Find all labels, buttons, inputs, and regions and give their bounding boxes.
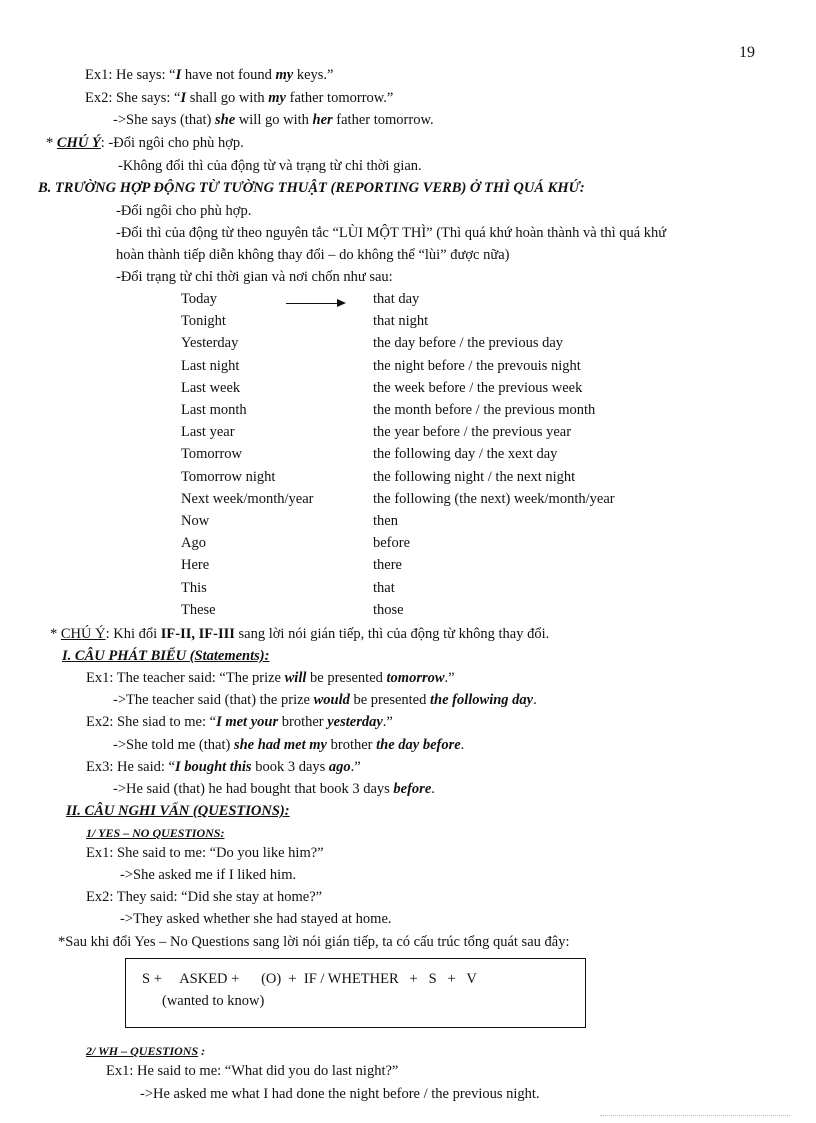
direct-term: Tomorrow night <box>181 468 276 485</box>
direct-term: Tonight <box>181 313 226 330</box>
direct-term: Now <box>181 513 210 529</box>
subsection-wh-label: 2/ WH – QUESTIONS <box>86 1044 199 1058</box>
emph: my <box>268 90 286 106</box>
emph: she had met my <box>233 737 327 753</box>
page-number: 19 <box>739 44 755 61</box>
reported-term: then <box>373 513 398 529</box>
reported-term: that day <box>373 291 420 307</box>
note-chu-y-2 <box>50 625 549 643</box>
formula-note: (wanted to know) <box>162 993 265 1009</box>
direct-term: Next week/month/year <box>181 490 314 507</box>
statement-ex1-answer <box>113 691 537 709</box>
footer-divider <box>600 1115 790 1116</box>
example-1-line <box>85 66 333 84</box>
text: ->The teacher said (that) the prize <box>113 692 314 708</box>
subsection-wh <box>86 1042 205 1060</box>
emph: before <box>393 781 432 797</box>
question-ex2: Ex2: They said: “Did she stay at home?” <box>86 889 323 905</box>
text: shall go with <box>186 90 269 106</box>
reported-term: the following day / the xext day <box>373 446 558 463</box>
text: .” <box>382 714 393 730</box>
text: will go with <box>235 112 313 128</box>
section-i-title: I. CÂU PHÁT BIỂU (Statements): <box>62 648 270 664</box>
text: be presented <box>349 692 430 708</box>
emph: I met your <box>216 714 279 730</box>
text: sang lời nói gián tiếp, thì của động từ không thay đổi. <box>234 626 550 642</box>
arrow-icon <box>286 303 338 304</box>
question-ex1: Ex1: She said to me: “Do you like him?” <box>86 845 324 861</box>
emph: her <box>312 112 333 128</box>
text: book 3 days <box>251 759 329 775</box>
text: father tomorrow. <box>332 112 434 128</box>
statement-ex1 <box>86 669 455 687</box>
text: Ex1: The teacher said: “The prize <box>86 670 285 686</box>
reported-term: the week before / the previous week <box>373 379 583 396</box>
emph: would <box>313 692 350 708</box>
reported-term: the day before / the previous day <box>373 335 564 352</box>
star: * <box>46 135 57 151</box>
text: . <box>533 692 537 708</box>
wh-ex1-answer: ->He asked me what I had done the night before / the previous night. <box>140 1086 540 1102</box>
reported-term: the month before / the previous month <box>373 402 596 418</box>
example-2-line <box>85 89 393 107</box>
question-ex1-answer: ->She asked me if I liked him. <box>120 867 297 883</box>
text: : Khi đổi <box>105 626 161 642</box>
direct-term: Last year <box>181 424 235 441</box>
text: : -Đổi ngôi cho phù hợp. <box>100 135 244 151</box>
text: have not found <box>181 67 276 83</box>
direct-term: Today <box>181 291 218 307</box>
text: keys.” <box>293 67 334 83</box>
direct-term: Ago <box>181 535 206 552</box>
section-ii-title: II. CÂU NGHI VẤN (QUESTIONS): <box>66 803 290 819</box>
direct-term: These <box>181 601 216 618</box>
statement-ex2 <box>86 713 393 731</box>
text: .” <box>350 759 361 775</box>
subsection-yes-no: 1/ YES – NO QUESTIONS: <box>86 826 225 840</box>
star: * <box>50 626 61 642</box>
emph: IF-II, IF-III <box>160 626 235 642</box>
text: . <box>460 737 465 753</box>
emph: ago <box>328 759 351 775</box>
rule-2: -Đổi thì của động từ theo nguyên tắc “LÙI MỘT THÌ” (Thì quá khứ hoàn thành và thì quá khứ <box>116 225 667 241</box>
text: Ex2: She says: “ <box>85 90 181 106</box>
rule-2-cont: hoàn thành tiếp diễn không thay đổi – do không thể “lùi” được nữa) <box>116 247 510 263</box>
text: ->She says (that) <box>113 112 216 128</box>
reported-term: the year before / the previous year <box>373 424 572 441</box>
emph: my <box>275 67 294 83</box>
emph: the day before <box>376 737 461 753</box>
text: ->She told me (that) <box>113 737 234 753</box>
reported-term: there <box>373 557 402 574</box>
reported-term: that night <box>373 313 429 330</box>
reported-term: the following (the next) week/month/year <box>373 490 615 507</box>
example-2-answer <box>113 111 434 129</box>
statement-ex3 <box>86 758 361 776</box>
emph: I bought this <box>175 759 252 775</box>
reported-term: those <box>373 601 404 618</box>
reported-term: the night before / the prevouis night <box>373 357 581 374</box>
direct-term: Last night <box>181 357 240 374</box>
wh-ex1: Ex1: He said to me: “What did you do last night?” <box>106 1063 399 1079</box>
emph: I <box>175 67 182 83</box>
direct-term: Tomorrow <box>181 446 243 463</box>
text: brother <box>326 737 377 753</box>
question-ex2-answer: ->They asked whether she had stayed at home. <box>120 911 392 927</box>
emph: tomorrow <box>386 670 445 686</box>
emph: will <box>284 670 307 686</box>
text: . <box>431 781 435 797</box>
reported-term: that <box>373 579 395 596</box>
reported-term: the following night / the next night <box>373 468 576 485</box>
text: brother <box>278 714 328 730</box>
note-text: -Không đổi thì của động từ và trạng từ chỉ thời gian. <box>118 158 422 174</box>
text: Ex3: He said: “ <box>86 759 175 775</box>
rule-3: -Đổi trạng từ chỉ thời gian và nơi chốn như sau: <box>116 269 393 285</box>
text: ->He said (that) he had bought that book 3 days <box>113 781 394 797</box>
emph: the following day <box>430 692 534 708</box>
direct-term: This <box>181 579 207 596</box>
note-label: CHÚ Ý <box>56 135 101 151</box>
emph: I <box>180 90 187 106</box>
reported-term: before <box>373 535 411 552</box>
emph: she <box>215 112 236 128</box>
formula: S + ASKED + (O) + IF / WHETHER + S + V <box>142 971 477 987</box>
direct-term: Last month <box>181 402 247 418</box>
statement-ex3-answer <box>113 780 435 798</box>
note-chu-y-1 <box>46 134 244 152</box>
text: father tomorrow.” <box>286 90 394 106</box>
text: .” <box>444 670 455 686</box>
direct-term: Here <box>181 557 210 574</box>
text: be presented <box>306 670 387 686</box>
direct-term: Yesterday <box>181 335 239 352</box>
emph: yesterday <box>327 714 383 730</box>
colon: : <box>198 1044 206 1058</box>
section-b-title: B. TRƯỜNG HỢP ĐỘNG TỪ TƯỜNG THUẬT (REPORTING VERB) Ở THÌ QUÁ KHỨ: <box>38 180 585 196</box>
direct-term: Last week <box>181 379 241 396</box>
text: Ex1: He says: “ <box>85 67 176 83</box>
note-label: CHÚ Ý <box>60 626 106 642</box>
statement-ex2-answer <box>113 736 464 754</box>
text: Ex2: She siad to me: “ <box>86 714 217 730</box>
structure-note: *Sau khi đổi Yes – No Questions sang lời nói gián tiếp, ta có cấu trúc tổng quát sau đây: <box>58 934 570 950</box>
rule-1: -Đổi ngôi cho phù hợp. <box>116 203 252 219</box>
